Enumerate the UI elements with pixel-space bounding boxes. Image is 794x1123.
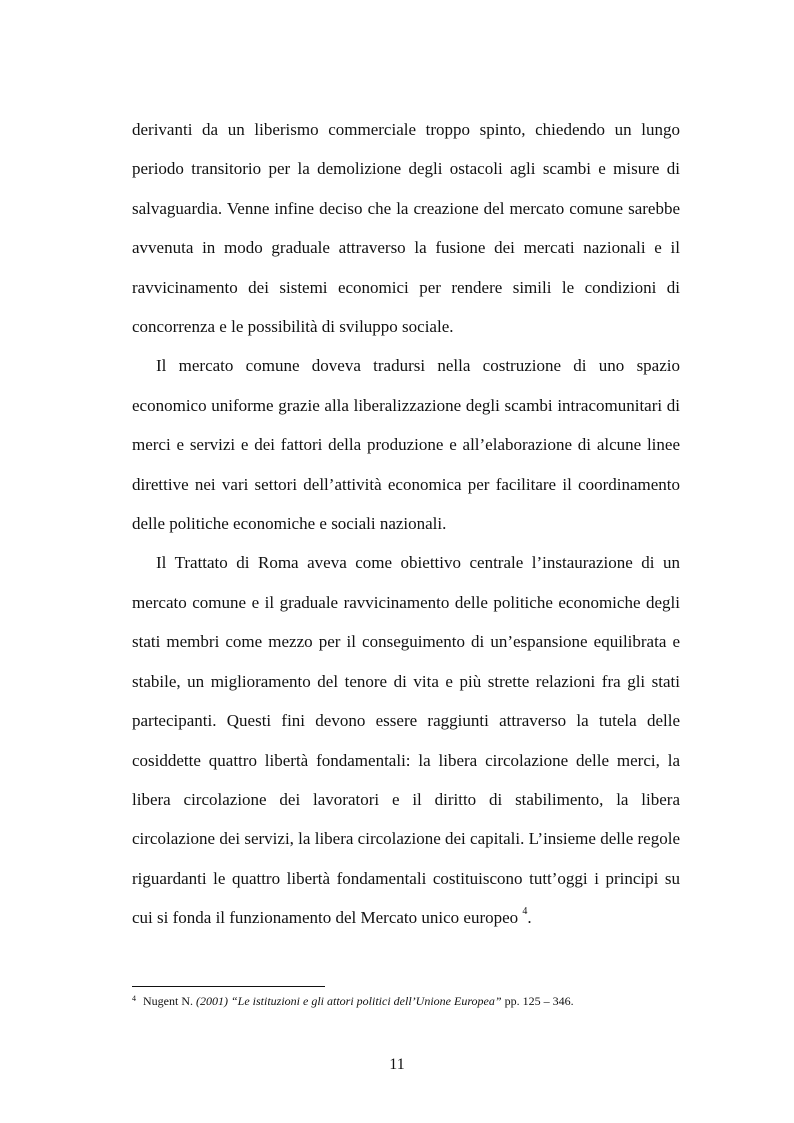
paragraph-2 — [132, 346, 680, 543]
footnote-reference: 4 — [522, 906, 528, 918]
footnote-year: (2001) — [196, 994, 228, 1008]
paragraph-1 — [132, 110, 680, 346]
footnote-divider — [132, 986, 325, 987]
footnote-author: Nugent N. — [143, 994, 193, 1008]
paragraph-3 — [132, 543, 680, 937]
footnote — [132, 993, 692, 1011]
paragraph-3-text: Il Trattato di Roma aveva come obiettivo centrale l’instaurazione di un mercato comune e il graduale ravvicinamento delle politiche economiche degli stati membri come mezzo per il conseguimento di un’espansione equilibrata e stabile, un miglioramento del tenore di vita e più strette relazioni fra gli stati partecipanti. Questi fini devono essere raggiunti attraverso la tutela delle cosiddette quattro libertà fondamentali: la libera circolazione delle merci, la libera circolazione dei lavoratori e il diritto di stabilimento, la libera circolazione dei servizi, la libera circolazione dei capitali. L’insieme delle regole riguardanti le quattro libertà fondamentali costituiscono tutt’oggi i principi su cui si fonda il funzionamento del Mercato unico europeo — [132, 553, 680, 928]
paragraph-1-text: derivanti da un liberismo commerciale troppo spinto, chiedendo un lungo periodo transitorio per la demolizione degli ostacoli agli scambi e misure di salvaguardia. Venne infine deciso che la creazione del mercato comune sarebbe avvenuta in modo graduale attraverso la fusione dei mercati nazionali e il ravvicinamento dei sistemi economici per rendere simili le condizioni di concorrenza e le possibilità di sviluppo sociale. — [132, 120, 680, 337]
footnote-number: 4 — [132, 994, 136, 1003]
body-text — [132, 110, 680, 938]
paragraph-2-text: Il mercato comune doveva tradursi nella costruzione di uno spazio economico uniforme grazie alla liberalizzazione degli scambi intracomunitari di merci e servizi e dei fattori della produzione e all’elaborazione di alcune linee direttive nei vari settori dell’attività economica per facilitare il coordinamento delle politiche economiche e sociali nazionali. — [132, 356, 680, 534]
page-number: 11 — [389, 1056, 405, 1073]
footnote-title: “Le istituzioni e gli attori politici dell’Unione Europea” — [231, 994, 502, 1008]
footnote-pages: pp. 125 – 346. — [504, 994, 574, 1008]
paragraph-3-trailing: . — [527, 908, 532, 928]
